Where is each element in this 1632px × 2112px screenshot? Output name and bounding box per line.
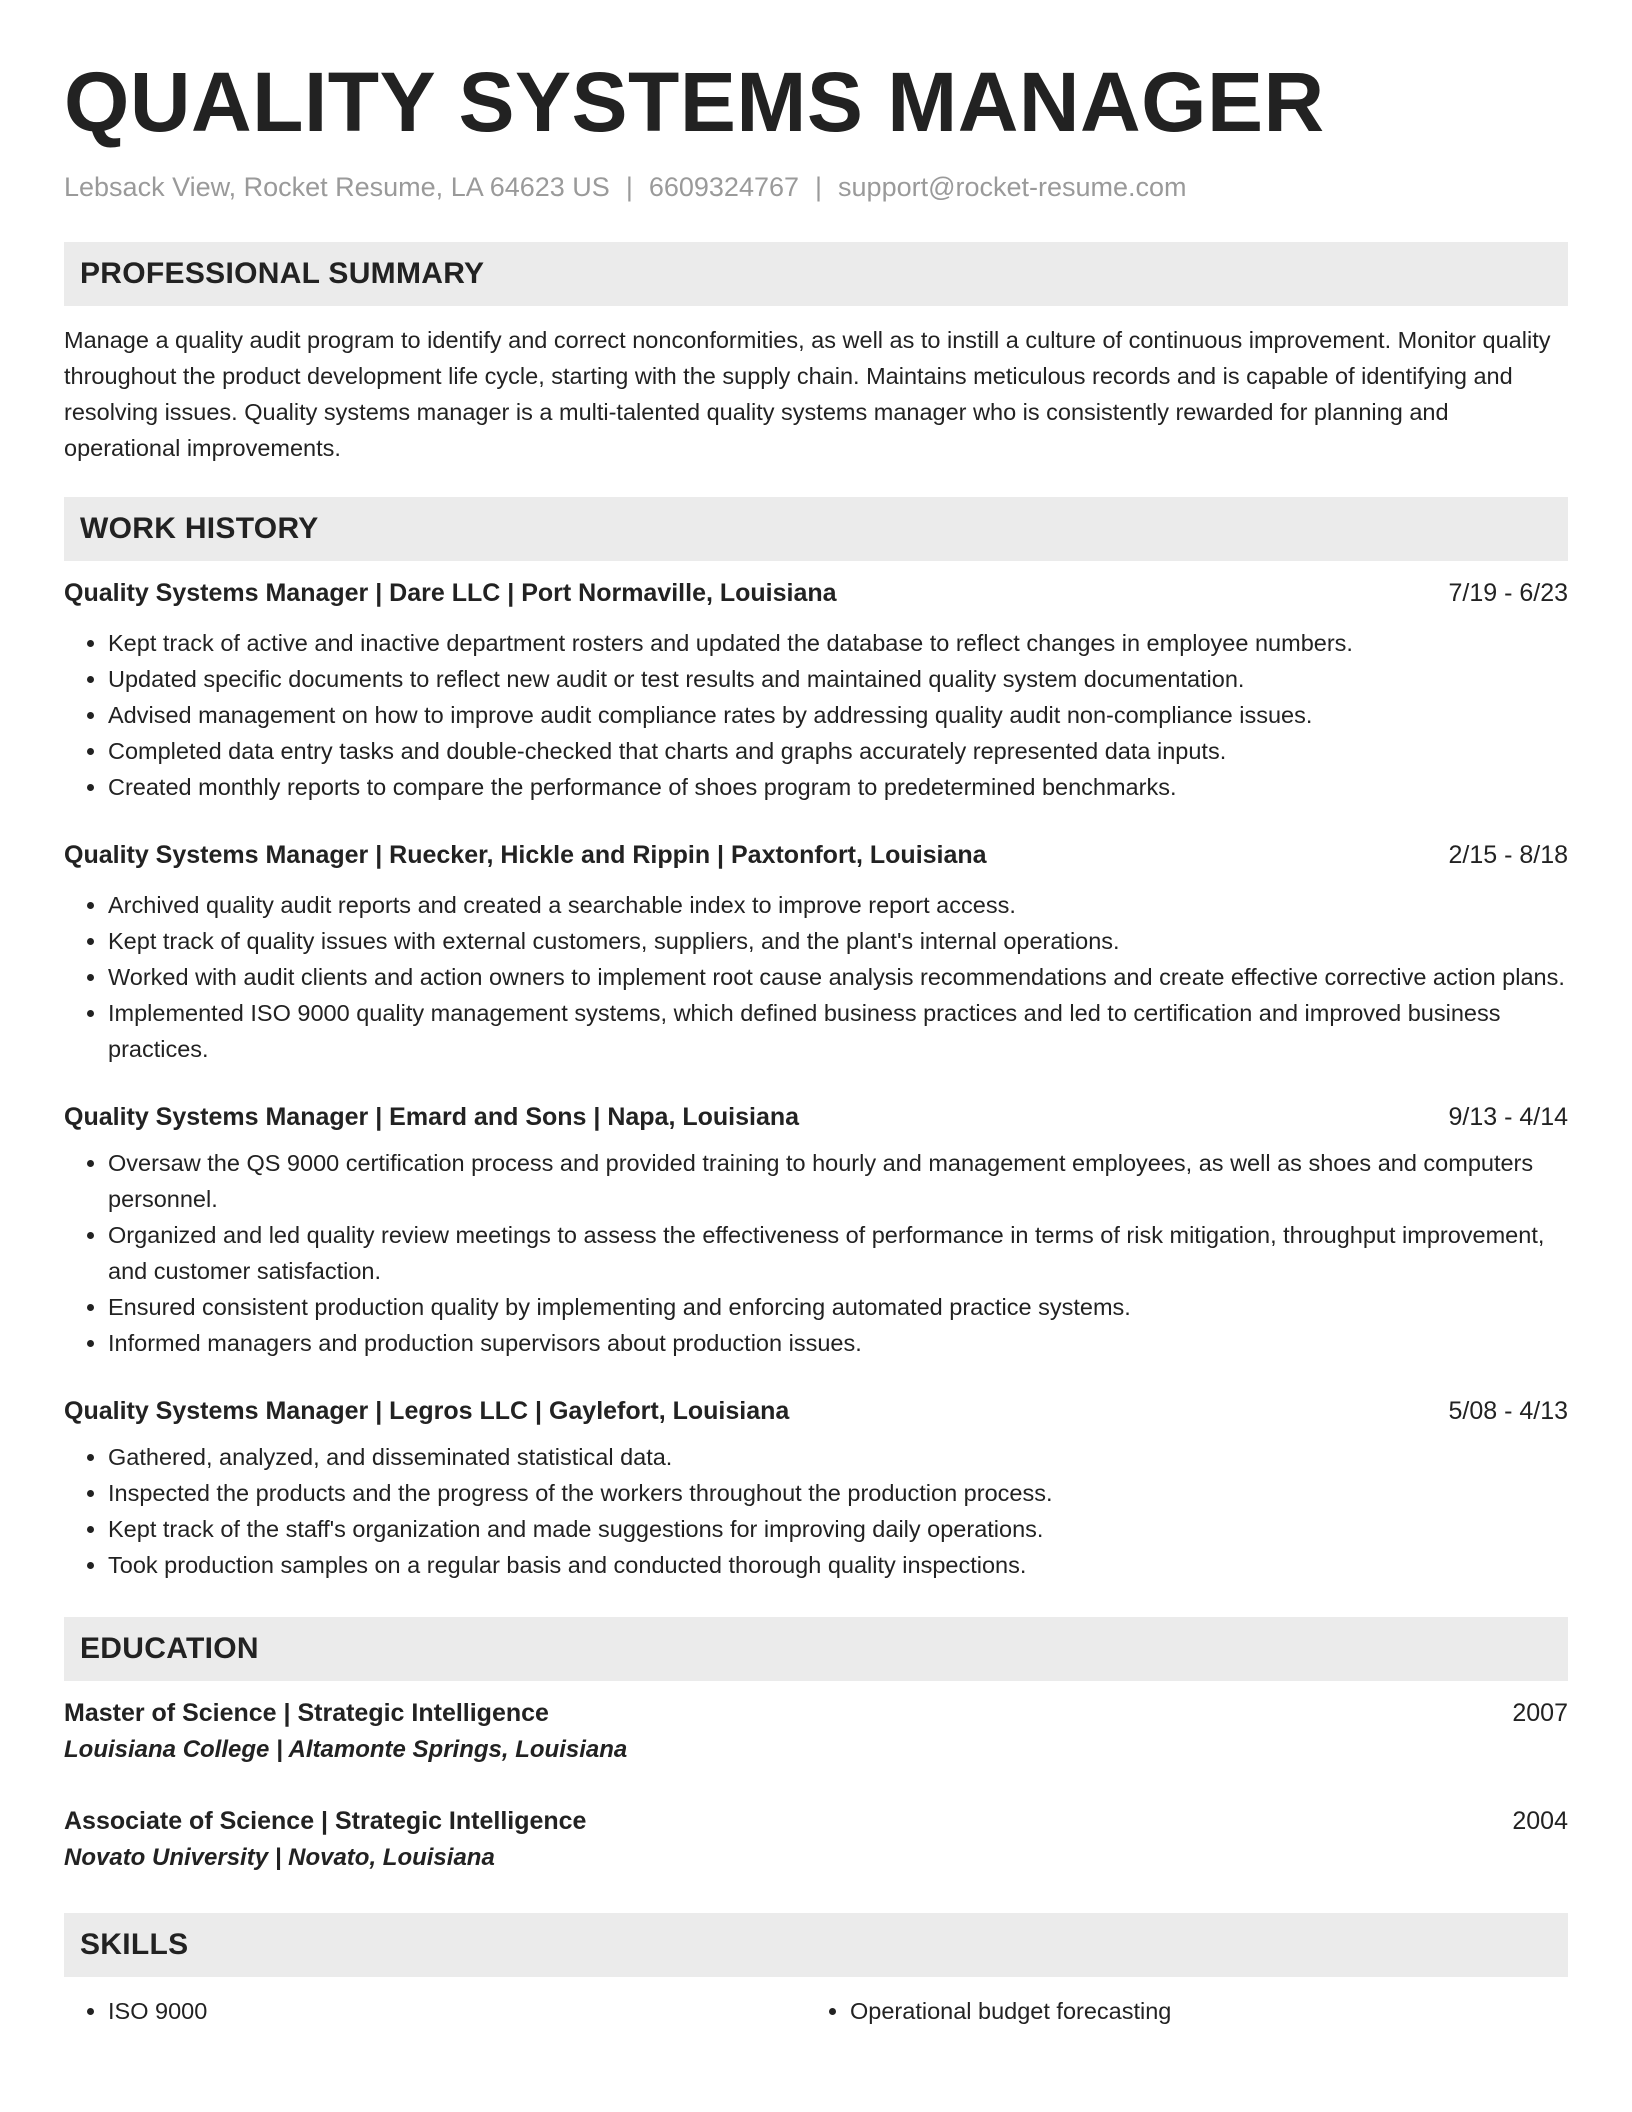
job-dates: 5/08 - 4/13 [1448, 1397, 1568, 1425]
job-bullet: • Archived quality audit reports and created a searchable index to improve report access. [108, 887, 1568, 923]
job-bullet: • Kept track of active and inactive department rosters and updated the database to reflect changes in employee numbers. [108, 625, 1568, 661]
job-bullet: • Kept track of the staff's organization and made suggestions for improving daily operations. [108, 1511, 1568, 1547]
education-degree: Associate of Science | Strategic Intelligence [64, 1807, 587, 1835]
job-bullets [64, 1439, 1568, 1583]
job-header [64, 1099, 1568, 1135]
summary-section-header [64, 242, 1568, 306]
job-header [64, 1393, 1568, 1429]
skills-list [64, 1993, 1568, 2029]
skills-heading: SKILLS [80, 1928, 189, 1961]
summary-heading: PROFESSIONAL SUMMARY [80, 257, 485, 290]
job-entry [64, 1099, 1568, 1361]
job-bullet: • Oversaw the QS 9000 certification process and provided training to hourly and management employees, as well as shoes and computers personnel. [108, 1145, 1568, 1217]
job-header [64, 575, 1568, 611]
resume-name: QUALITY SYSTEMS MANAGER [64, 55, 1325, 149]
job-bullet: • Organized and led quality review meetings to assess the effectiveness of performance in terms of risk mitigation, throughput improvement, and customer satisfaction. [108, 1217, 1568, 1289]
education-entry [64, 1695, 1568, 1769]
education-degree: Master of Science | Strategic Intelligence [64, 1699, 549, 1727]
skills-section-header [64, 1913, 1568, 1977]
job-entry [64, 1393, 1568, 1583]
job-bullets [64, 625, 1568, 805]
education-section-header [64, 1617, 1568, 1681]
job-bullets [64, 887, 1568, 1067]
education-header [64, 1803, 1568, 1839]
job-bullet: • Ensured consistent production quality by implementing and enforcing automated practice systems. [108, 1289, 1568, 1325]
job-bullet: • Took production samples on a regular basis and conducted thorough quality inspections. [108, 1547, 1568, 1583]
job-bullet: • Completed data entry tasks and double-checked that charts and graphs accurately represented data inputs. [108, 733, 1568, 769]
education-entry [64, 1803, 1568, 1877]
job-title: Quality Systems Manager | Emard and Sons | Napa, Louisiana [64, 1103, 800, 1131]
job-bullet: • Worked with audit clients and action owners to implement root cause analysis recommendations and create effective corrective action plans. [108, 959, 1568, 995]
summary-text: Manage a quality audit program to identify and correct nonconformities, as well as to instill a culture of continuous improvement. Monitor quality throughout the product development life cycle, starting with the supply chain. Maintains meticulous records and is capable of identifying and resolving issues. Quality systems manager is a multi-talented quality systems manager who is consistently rewarded for planning and operational improvements. [64, 327, 1551, 461]
education-header [64, 1695, 1568, 1731]
job-title: Quality Systems Manager | Dare LLC | Port Normaville, Louisiana [64, 579, 837, 607]
job-entry [64, 837, 1568, 1067]
job-bullet: • Created monthly reports to compare the performance of shoes program to predetermined benchmarks. [108, 769, 1568, 805]
job-bullet: • Kept track of quality issues with external customers, suppliers, and the plant's internal operations. [108, 923, 1568, 959]
job-bullet: • Informed managers and production supervisors about production issues. [108, 1325, 1568, 1361]
work-heading: WORK HISTORY [80, 512, 319, 545]
resume-page [64, 0, 1568, 2029]
job-dates: 2/15 - 8/18 [1448, 841, 1568, 869]
contact-separator: | [815, 172, 823, 202]
job-title: Quality Systems Manager | Ruecker, Hickle and Rippin | Paxtonfort, Louisiana [64, 841, 987, 869]
skills-column-right [806, 1993, 1548, 2029]
education-year: 2004 [1512, 1807, 1568, 1835]
skill-item: • Operational budget forecasting [850, 1993, 1548, 2029]
contact-address: Lebsack View, Rocket Resume, LA 64623 US [64, 172, 610, 202]
education-school: Novato University | Novato, Louisiana [64, 1844, 495, 1871]
contact-separator: | [625, 172, 633, 202]
education-heading: EDUCATION [80, 1632, 259, 1665]
skills-column-left [64, 1993, 806, 2029]
contact-line [64, 170, 1568, 204]
job-header [64, 837, 1568, 873]
education-school: Louisiana College | Altamonte Springs, Louisiana [64, 1736, 628, 1763]
job-bullets [64, 1145, 1568, 1361]
education-year: 2007 [1512, 1699, 1568, 1727]
contact-email: support@rocket-resume.com [838, 172, 1187, 202]
job-dates: 9/13 - 4/14 [1448, 1103, 1568, 1131]
work-section-header [64, 497, 1568, 561]
skill-item: • ISO 9000 [108, 1993, 806, 2029]
job-bullet: • Inspected the products and the progress of the workers throughout the production process. [108, 1475, 1568, 1511]
job-bullet: • Implemented ISO 9000 quality management systems, which defined business practices and led to certification and improved business practices. [108, 995, 1568, 1067]
job-bullet: • Advised management on how to improve audit compliance rates by addressing quality audit non-compliance issues. [108, 697, 1568, 733]
job-bullet: • Updated specific documents to reflect new audit or test results and maintained quality system documentation. [108, 661, 1568, 697]
contact-phone: 6609324767 [648, 172, 800, 202]
job-bullet: • Gathered, analyzed, and disseminated statistical data. [108, 1439, 1568, 1475]
job-title: Quality Systems Manager | Legros LLC | Gaylefort, Louisiana [64, 1397, 790, 1425]
job-dates: 7/19 - 6/23 [1448, 579, 1568, 607]
job-entry [64, 575, 1568, 805]
